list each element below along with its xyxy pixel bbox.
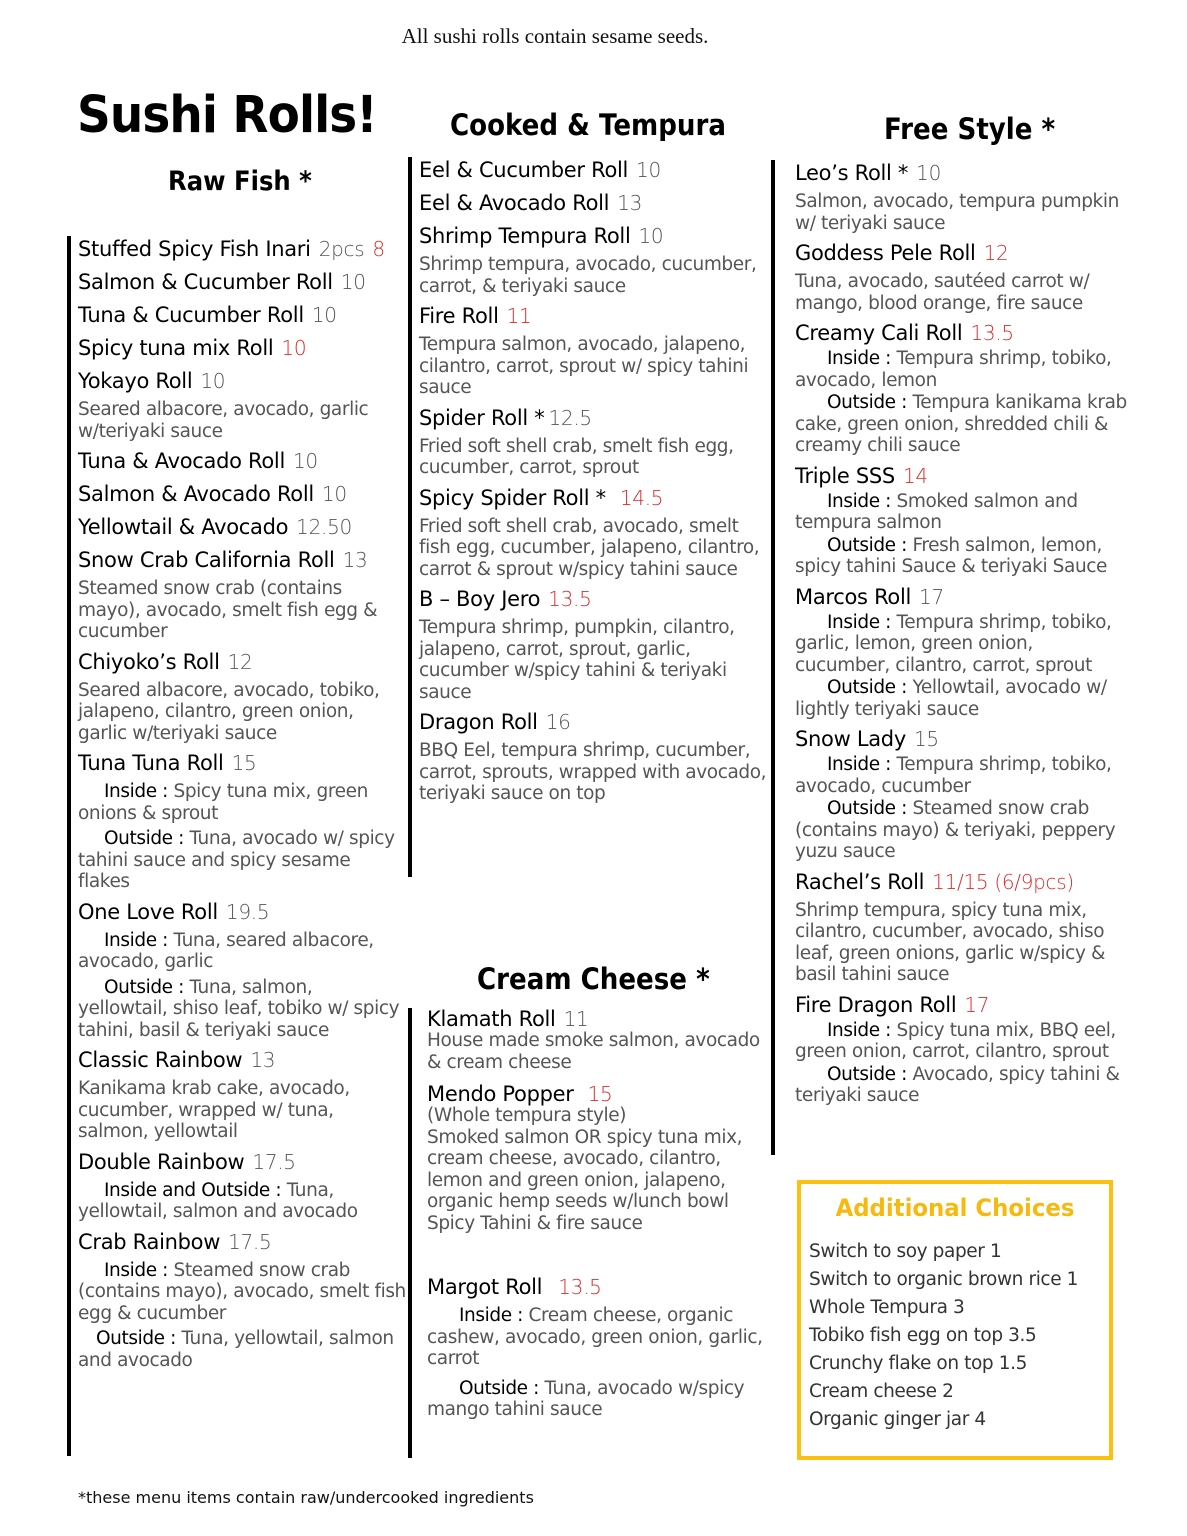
outside-label: Outside : (827, 392, 907, 413)
item-price: 15 (587, 1082, 613, 1106)
item-name: Spicy Spider Roll * (419, 485, 606, 510)
menu-item (419, 586, 768, 703)
item-price: 8 (372, 237, 385, 261)
inside-label: Inside : (827, 754, 891, 775)
menu-item (419, 405, 768, 479)
item-price: 12.50 (296, 515, 352, 539)
item-description: BBQ Eel, tempura shrimp, cucumber, carrot, sprouts, wrapped with avocado, teriyaki sauce on top (419, 740, 767, 804)
item-description: Salmon, avocado, tempura pumpkin w/ teriyaki sauce (795, 191, 1119, 234)
top-note: All sushi rolls contain sesame seeds. (401, 24, 709, 48)
inside-label: Inside : (104, 781, 168, 802)
menu-item (78, 514, 407, 541)
item-price: 10 (321, 482, 347, 506)
item-name: Eel & Avocado Roll (419, 191, 610, 215)
item-name: Spicy tuna mix Roll (78, 336, 274, 360)
menu-item (78, 302, 407, 329)
raw-fish-heading: Raw Fish * (168, 166, 312, 197)
outside-label: Outside : (104, 828, 184, 849)
outside-label: Outside : (827, 798, 907, 819)
item-price: 12 (227, 649, 253, 674)
item-description: Fried soft shell crab, avocado, smelt fish egg, cucumber, jalapeno, cilantro, carrot & sprout w/spicy tahini sauce (419, 515, 760, 580)
item-name: Yokayo Roll (78, 369, 193, 393)
inside-text: Tempura shrimp, tobiko, avocado, cucumber (795, 754, 1112, 797)
additional-choice-item: Switch to soy paper 1 (809, 1241, 1002, 1262)
menu-item (78, 448, 407, 475)
item-name: Double Rainbow (78, 1149, 245, 1174)
item-name: Salmon & Avocado Roll (78, 482, 314, 506)
menu-item (795, 240, 1131, 314)
item-price: 10 (281, 336, 307, 360)
additional-choice-item: Organic ginger jar 4 (809, 1409, 986, 1430)
menu-item (78, 649, 407, 745)
outside-label: Outside : (827, 1063, 907, 1085)
raw-ingredients-footnote: *these menu items contain raw/undercooked ingredients (78, 1488, 534, 1507)
item-name: Tuna Tuna Roll (78, 751, 224, 775)
menu-item (419, 190, 768, 217)
additional-choice-item: Cream cheese 2 (809, 1381, 954, 1402)
menu-item (78, 750, 407, 893)
inside-text: Tuna, seared albacore, avocado, garlic (78, 929, 374, 972)
inside-label: Inside : (104, 929, 168, 951)
menu-item (427, 1008, 768, 1073)
item-price: 13 (342, 548, 368, 572)
outside-text: Fresh salmon, lemon, spicy tahini Sauce & teriyaki Sauce (795, 534, 1108, 577)
outside-label: Outside : (827, 677, 907, 698)
outside-label: Outside : (827, 534, 907, 556)
item-price: 10 (293, 449, 318, 473)
menu-item (419, 485, 768, 581)
menu-item (78, 1047, 407, 1143)
item-name: Mendo Popper (427, 1082, 574, 1106)
item-price: 11 (506, 304, 532, 328)
item-description: Seared albacore, avocado, tobiko, jalapeno, cilantro, green onion, garlic w/teriyaki sauce (78, 679, 380, 744)
item-price: 12 (983, 241, 1009, 265)
item-price: 17 (964, 992, 990, 1017)
item-name: Margot Roll (427, 1275, 543, 1299)
item-description: Tempura shrimp, pumpkin, cilantro, jalapeno, carrot, sprout, garlic, cucumber w/spicy tahini & teriyaki sauce (419, 617, 735, 703)
item-price: 10 (200, 369, 226, 393)
cooked-column (408, 157, 768, 877)
item-description: Shrimp tempura, spicy tuna mix, cilantro, cucumber, avocado, shiso leaf, green onions, garlic w/spicy & basil tahini sauce (795, 899, 1106, 985)
outside-label: Outside : (96, 1328, 176, 1349)
menu-item (419, 157, 768, 184)
item-name: Spider Roll * (419, 405, 545, 430)
item-price: 13.5 (970, 321, 1014, 345)
menu-item (78, 899, 407, 1042)
item-description: Smoked salmon OR spicy tuna mix, cream cheese, avocado, cilantro, lemon and green onion, jalapeno, organic hemp seeds w/lunch bowl Spicy Tahini & fire sauce (427, 1126, 743, 1234)
item-name: Rachel’s Roll (795, 869, 925, 894)
menu-item (419, 223, 768, 297)
item-name: Snow Crab California Roll (78, 548, 335, 572)
menu-item (78, 481, 407, 508)
menu-item (78, 269, 407, 296)
item-price: 11 (563, 1007, 589, 1031)
item-description: Steamed snow crab (contains mayo), avocado, smelt fish egg & cucumber (78, 578, 378, 642)
item-note: (Whole tempura style) (427, 1105, 627, 1126)
inside-text: Cream cheese, organic cashew, avocado, green onion, garlic, carrot (427, 1305, 763, 1369)
item-name: Stuffed Spicy Fish Inari (78, 237, 311, 261)
menu-item (795, 992, 1131, 1107)
inside-text: Tempura shrimp, tobiko, avocado, lemon (795, 348, 1112, 391)
inside-label: Inside : (827, 1019, 891, 1041)
item-name: Eel & Cucumber Roll (419, 158, 629, 182)
inside-text: Spicy tuna mix, green onions & sprout (78, 781, 368, 824)
item-price: 10 (916, 161, 941, 185)
item-price: 15 (913, 727, 939, 751)
item-price: 14.5 (619, 485, 664, 510)
item-price: 12.5 (548, 405, 592, 430)
item-price: 17.5 (228, 1229, 272, 1254)
item-price: 19.5 (225, 899, 270, 924)
item-price: 10 (636, 158, 661, 182)
additional-choice-item: Switch to organic brown rice 1 (809, 1269, 1079, 1290)
outside-text: Tuna, avocado w/spicy mango tahini sauce (427, 1377, 745, 1420)
outside-text: Tuna, avocado w/ spicy tahini sauce and spicy sesame flakes (78, 828, 395, 892)
menu-item (795, 584, 1131, 721)
free-style-heading: Free Style * (884, 112, 1056, 146)
menu-item (419, 303, 768, 399)
item-name: Triple SSS (795, 463, 895, 488)
inside-outside-text: Tuna, yellowtail, salmon and avocado (78, 1179, 358, 1222)
outside-text: Yellowtail, avocado w/ lightly teriyaki sauce (795, 677, 1107, 720)
item-description: Tuna, avocado, sautéed carrot w/ mango, blood orange, fire sauce (795, 271, 1090, 314)
raw-fish-column (67, 236, 407, 1456)
inside-text: Smoked salmon and tempura salmon (795, 490, 1078, 533)
additional-choices-box (797, 1180, 1113, 1460)
menu-item (795, 160, 1131, 234)
menu-item (78, 368, 407, 442)
item-description: Seared albacore, avocado, garlic w/teriyaki sauce (78, 399, 369, 442)
menu-item (427, 1083, 768, 1234)
item-price: 14 (902, 463, 928, 488)
additional-choice-item: Crunchy flake on top 1.5 (809, 1353, 1027, 1374)
item-name: Klamath Roll (427, 1007, 556, 1031)
item-name: Leo’s Roll * (795, 161, 909, 185)
item-name: Crab Rainbow (78, 1229, 221, 1254)
outside-text: Steamed snow crab (contains mayo) & teriyaki, peppery yuzu sauce (795, 798, 1116, 862)
item-description: House made smoke salmon, avocado & cream cheese (427, 1030, 760, 1073)
cream-cheese-heading: Cream Cheese * (477, 962, 710, 996)
item-name: Snow Lady (795, 727, 906, 751)
item-name: Chiyoko’s Roll (78, 649, 220, 674)
inside-text: Spicy tuna mix, BBQ eel, green onion, carrot, cilantro, sprout (795, 1019, 1116, 1062)
item-price: 13 (617, 191, 643, 215)
menu-item (795, 726, 1131, 863)
page-title: Sushi Rolls! (77, 86, 377, 145)
item-name: Shrimp Tempura Roll (419, 224, 631, 248)
item-description: Kanikama krab cake, avocado, cucumber, wrapped w/ tuna, salmon, yellowtail (78, 1078, 350, 1142)
item-price: 13.5 (558, 1275, 602, 1299)
menu-item (795, 869, 1131, 986)
menu-item (795, 320, 1131, 457)
menu-item (78, 1229, 407, 1372)
item-portion: 2pcs (318, 237, 365, 261)
cream-cheese-column (408, 1008, 768, 1458)
item-price: 16 (545, 710, 571, 734)
outside-text: Tuna, salmon, yellowtail, shiso leaf, tobiko w/ spicy tahini, basil & teriyaki sauce (78, 976, 400, 1041)
inside-label: Inside : (827, 348, 891, 369)
item-name: Salmon & Cucumber Roll (78, 270, 333, 294)
item-description: Shrimp tempura, avocado, cucumber, carrot, & teriyaki sauce (419, 254, 757, 297)
inside-label: Inside : (827, 611, 891, 633)
item-name: One Love Roll (78, 899, 218, 924)
item-price: 10 (311, 303, 337, 327)
menu-item (78, 1149, 407, 1223)
inside-label: Inside : (104, 1259, 168, 1281)
menu-item (78, 335, 407, 362)
item-price: 15 (231, 751, 257, 775)
menu-item (78, 236, 407, 263)
additional-choices-title: Additional Choices (835, 1194, 1075, 1222)
menu-item (795, 463, 1131, 578)
item-name: Yellowtail & Avocado (78, 515, 289, 539)
inside-label: Inside : (459, 1305, 523, 1326)
outside-text: Tempura kanikama krab cake, green onion, shredded chili & creamy chili sauce (795, 392, 1127, 456)
item-name: Fire Dragon Roll (795, 992, 957, 1017)
item-name: Tuna & Cucumber Roll (78, 303, 304, 327)
inside-outside-label: Inside and Outside : (104, 1179, 282, 1201)
item-price: 10 (638, 224, 664, 248)
cooked-heading: Cooked & Tempura (450, 108, 726, 142)
menu-item (427, 1274, 768, 1421)
menu-item (78, 547, 407, 643)
outside-label: Outside : (104, 976, 184, 998)
item-name: Marcos Roll (795, 584, 912, 609)
item-price: 11/15 (6/9pcs) (932, 869, 1074, 894)
free-style-column (771, 160, 1131, 1155)
item-price: 13.5 (548, 587, 592, 611)
menu-item (419, 709, 768, 805)
item-price: 17.5 (252, 1149, 296, 1174)
item-price: 10 (340, 270, 366, 294)
outside-text: Avocado, spicy tahini & teriyaki sauce (795, 1063, 1120, 1106)
inside-text: Tempura shrimp, tobiko, garlic, lemon, green onion, cucumber, cilantro, carrot, sprout (795, 611, 1112, 676)
item-price: 13 (250, 1048, 276, 1072)
item-name: Creamy Cali Roll (795, 321, 963, 345)
inside-label: Inside : (827, 490, 891, 512)
item-name: Classic Rainbow (78, 1048, 243, 1072)
item-name: B – Boy Jero (419, 587, 541, 611)
outside-text: Tuna, yellowtail, salmon and avocado (78, 1328, 394, 1371)
item-description: Fried soft shell crab, smelt fish egg, cucumber, carrot, sprout (419, 435, 734, 478)
inside-text: Steamed snow crab (contains mayo), avocado, smelt fish egg & cucumber (78, 1259, 406, 1324)
item-name: Goddess Pele Roll (795, 241, 976, 265)
item-name: Dragon Roll (419, 710, 538, 734)
item-name: Tuna & Avocado Roll (78, 449, 285, 473)
item-description: Tempura salmon, avocado, jalapeno, cilantro, carrot, sprout w/ spicy tahini sauce (419, 334, 749, 398)
additional-choice-item: Tobiko fish egg on top 3.5 (809, 1325, 1037, 1346)
additional-choice-item: Whole Tempura 3 (809, 1297, 965, 1318)
item-name: Fire Roll (419, 304, 499, 328)
outside-label: Outside : (459, 1377, 539, 1399)
item-price: 17 (919, 584, 944, 609)
